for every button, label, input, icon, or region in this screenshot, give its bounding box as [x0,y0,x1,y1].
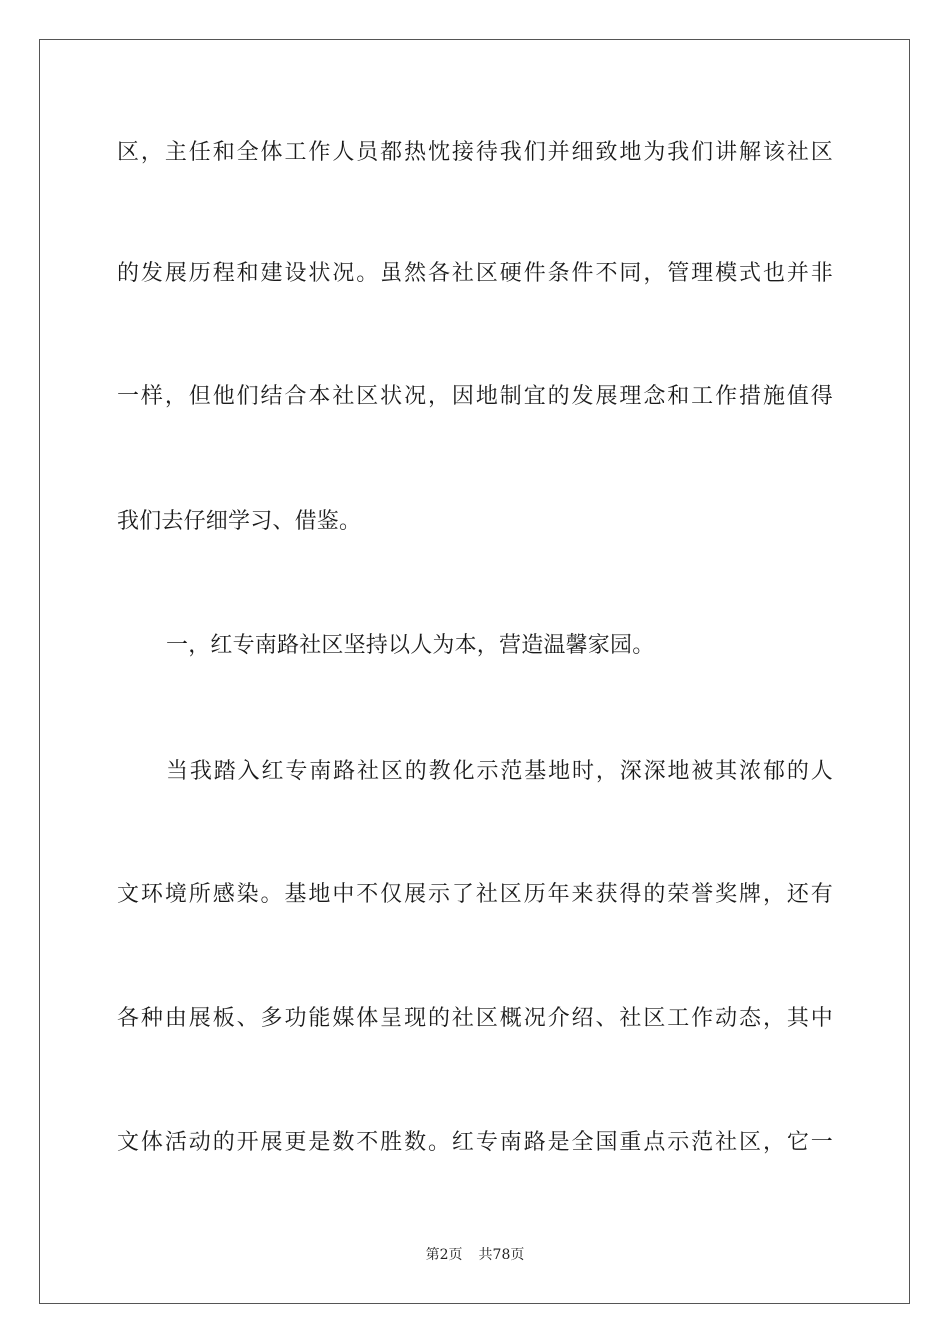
text-line: 我们去仔细学习、借鉴。 [117,509,362,534]
text-line: 当我踏入红专南路社区的教化示范基地时，深深地被其浓郁的人 [166,759,833,784]
text-line: 一样，但他们结合本社区状况，因地制宜的发展理念和工作措施值得 [117,384,833,409]
text-line: 区，主任和全体工作人员都热忱接待我们并细致地为我们讲解该社区 [117,140,833,165]
text-line: 文环境所感染。基地中不仅展示了社区历年来获得的荣誉奖牌，还有 [117,882,833,907]
page-total: 共78页 [478,1247,525,1263]
text-line: 文体活动的开展更是数不胜数。红专南路是全国重点示范社区，它一 [117,1130,833,1155]
section-heading: 一，红专南路社区坚持以人为本，营造温馨家园。 [166,633,655,658]
page-border [39,39,910,1304]
text-line: 各种由展板、多功能媒体呈现的社区概况介绍、社区工作动态，其中 [117,1006,833,1031]
text-line: 的发展历程和建设状况。虽然各社区硬件条件不同，管理模式也并非 [117,261,833,286]
page-number: 第2页 [425,1247,463,1263]
page-footer [0,1245,950,1265]
